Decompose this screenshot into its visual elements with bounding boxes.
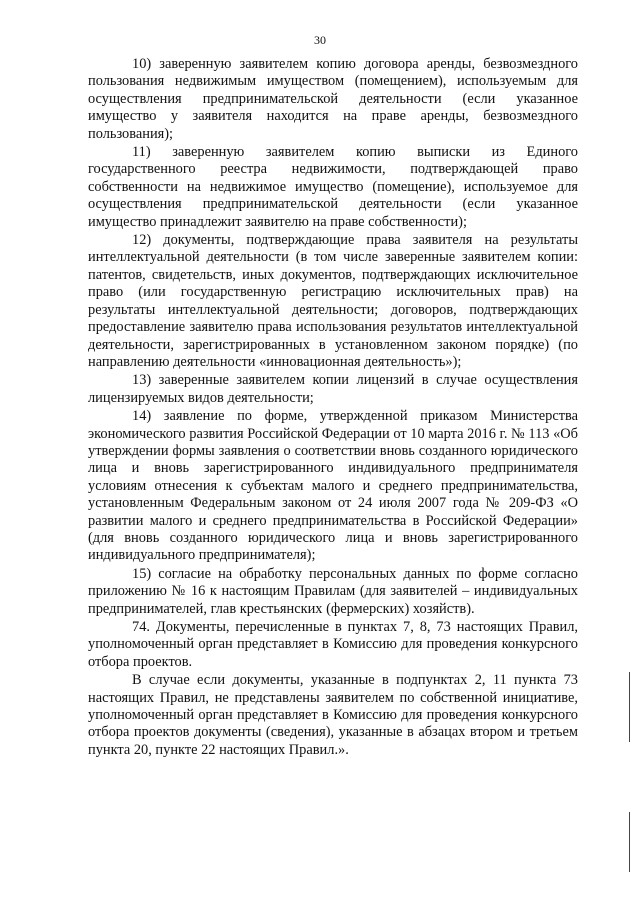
paragraph-item-11: 11) заверенную заявителем копию выписки из Единого государственного реестра недвижимости, подтверждающей право собственности на недвижимое имущество (помещение), используемое для осуществления предпринимательской деятельности (если указанное имущество принадлежит заявителю на праве собственности); — [88, 144, 578, 230]
paragraph-closing: В случае если документы, указанные в подпунктах 2, 11 пункта 73 настоящих Правил, не представлены заявителем по собственной инициативе, уполномоченный орган представляет в Комиссию для проведения конкурсного отбора проектов документы (сведения), указанные в абзацах втором и третьем пункта 20, пункте 22 настоящих Правил.». — [88, 672, 578, 758]
paragraph-item-14: 14) заявление по форме, утвержденной приказом Министерства экономического развития Российской Федерации от 10 марта 2016 г. № 113 «Об утверждении формы заявления о соответствии вновь созданного юридического лица и вновь зарегистрированного индивидуального предпринимателя условиям отнесения к субъектам малого и среднего предпринимательства, установленным Федеральным законом от 24 июля 2007 года № 209-ФЗ «О развитии малого и среднего предпринимательства в Российской Федерации» (для вновь созданного юридического лица и вновь зарегистрированного индивидуального предпринимателя); — [88, 408, 578, 564]
paragraph-clause-74: 74. Документы, перечисленные в пунктах 7, 8, 73 настоящих Правил, уполномоченный орган представляет в Комиссию для проведения конкурсного отбора проектов. — [88, 619, 578, 670]
scan-edge-line — [629, 672, 631, 742]
paragraph-item-10: 10) заверенную заявителем копию договора аренды, безвозмездного пользования недвижимым имуществом (помещением), используемым для осуществления предпринимательской деятельности (если указанное имущество у заявителя находится на праве аренды, безвозмездного пользования); — [88, 56, 578, 142]
paragraph-item-12: 12) документы, подтверждающие права заявителя на результаты интеллектуальной деятельности (в том числе заверенные заявителем копии: патентов, свидетельств, иных документов, подтверждающих исключительное право (или государственную регистрацию исключительных прав) на результаты интеллектуальной деятельности; договоров, подтверждающих предоставление заявителю права использования результатов интеллектуальной деятельности, зарегистрированных в установленном законом порядке) (по направлению деятельности «инновационная деятельность»); — [88, 232, 578, 370]
scan-edge-line — [629, 812, 631, 872]
page-number: 30 — [314, 33, 326, 47]
paragraph-item-13: 13) заверенные заявителем копии лицензий в случае осуществления лицензируемых видов деятельности; — [88, 372, 578, 406]
document-body — [88, 56, 578, 760]
paragraph-item-15: 15) согласие на обработку персональных данных по форме согласно приложению № 16 к настоящим Правилам (для заявителей – индивидуальных предпринимателей, глав крестьянских (фермерских) хозяйств). — [88, 565, 578, 617]
